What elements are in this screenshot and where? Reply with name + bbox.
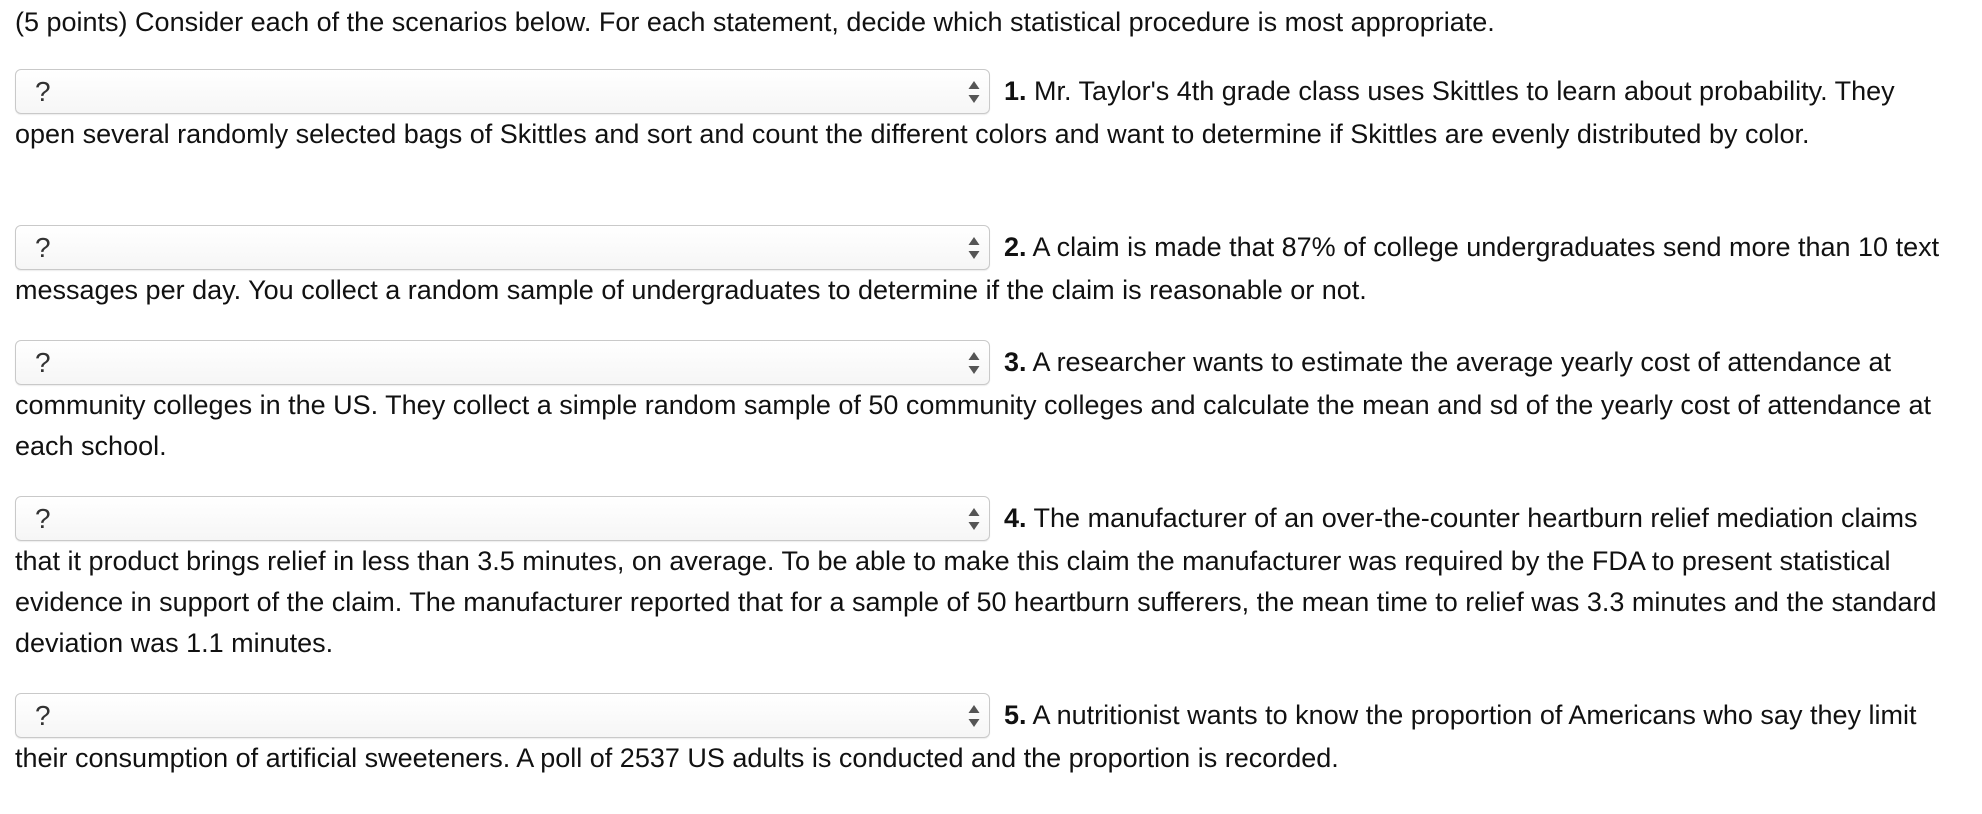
question-text: Mr. Taylor's 4th grade class uses Skittles to learn about probability. They open several randomly selected bags of Skittles and sort and count the different colors and want to determine if Skittles are evenly distributed by color. <box>15 76 1895 149</box>
procedure-select-5[interactable] <box>15 693 990 738</box>
question-number: 1. <box>1004 76 1027 106</box>
question-1 <box>15 71 1945 155</box>
question-number: 2. <box>1004 232 1027 262</box>
select-value: ? <box>35 700 51 731</box>
question-text: A nutritionist wants to know the proportion of Americans who say they limit their consumption of artificial sweeteners. A poll of 2537 US adults is conducted and the proportion is recorded. <box>15 700 1917 773</box>
updown-arrows-icon <box>967 703 981 729</box>
updown-arrows-icon <box>967 506 981 532</box>
instructions: (5 points) Consider each of the scenarios below. For each statement, decide which statistical procedure is most appropriate. <box>15 7 1495 37</box>
select-value: ? <box>35 503 51 534</box>
select-value: ? <box>35 232 51 263</box>
updown-arrows-icon <box>967 79 981 105</box>
question-4 <box>15 498 1945 664</box>
question-number: 5. <box>1004 700 1027 730</box>
question-number: 3. <box>1004 347 1027 377</box>
procedure-select-3[interactable] <box>15 340 990 385</box>
procedure-select-1[interactable] <box>15 69 990 114</box>
procedure-select-4[interactable] <box>15 496 990 541</box>
question-5 <box>15 695 1945 779</box>
question-2 <box>15 227 1945 311</box>
select-value: ? <box>35 347 51 378</box>
question-text: A researcher wants to estimate the average yearly cost of attendance at community colleges in the US. They collect a simple random sample of 50 community colleges and calculate the mean and sd of the yearly cost of attendance at each school. <box>15 347 1932 461</box>
updown-arrows-icon <box>967 350 981 376</box>
question-3 <box>15 342 1945 467</box>
updown-arrows-icon <box>967 235 981 261</box>
question-text: The manufacturer of an over-the-counter heartburn relief mediation claims that it product brings relief in less than 3.5 minutes, on average. To be able to make this claim the manufacturer was required by the FDA to present statistical evidence in support of the claim. The manufacturer reported that for a sample of 50 heartburn sufferers, the mean time to relief was 3.3 minutes and the standard deviation was 1.1 minutes. <box>15 503 1937 658</box>
question-text: A claim is made that 87% of college undergraduates send more than 10 text messages per day. You collect a random sample of undergraduates to determine if the claim is reasonable or not. <box>15 232 1940 305</box>
question-number: 4. <box>1004 503 1027 533</box>
procedure-select-2[interactable] <box>15 225 990 270</box>
select-value: ? <box>35 76 51 107</box>
